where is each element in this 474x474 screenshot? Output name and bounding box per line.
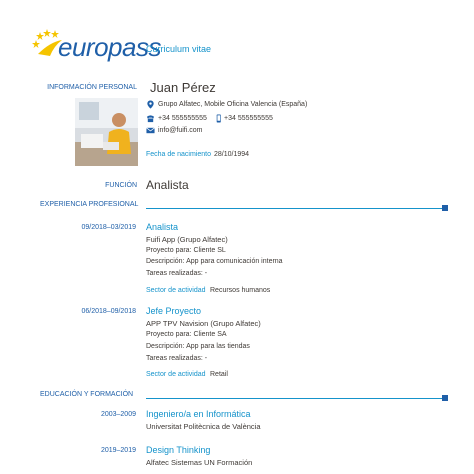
sector-label: Sector de actividad [146, 371, 206, 378]
email-link[interactable]: info@fuifi.com [158, 127, 203, 134]
experience-dates: 09/2018–03/2019 [81, 224, 136, 231]
experience-dates: 06/2018–09/2018 [81, 308, 136, 315]
section-experience: EXPERIENCIA PROFESIONAL [40, 201, 139, 208]
experience-detail: Tareas realizadas: - [146, 355, 208, 362]
experience-detail: Proyecto para: Cliente SA [146, 331, 227, 338]
phone-text: +34 555555555 [158, 115, 207, 122]
section-education: EDUCACIÓN Y FORMACIÓN [40, 391, 134, 398]
section-rule [146, 208, 442, 209]
mobile-text: +34 555555555 [224, 115, 273, 122]
section-marker [442, 205, 448, 211]
mobile-phone-icon [214, 114, 223, 123]
birth-date-label: Fecha de nacimiento [146, 151, 211, 158]
education-dates: 2019–2019 [100, 447, 136, 454]
experience-title: Analista [146, 222, 179, 232]
education-dates: 2003–2009 [100, 411, 136, 418]
section-marker [442, 395, 448, 401]
profile-photo [75, 98, 138, 166]
education-org: Alfatec Sistemas UN Formación [146, 458, 253, 467]
education-org: Universitat Politècnica de València [146, 422, 261, 431]
birth-date-value: 28/10/1994 [214, 151, 250, 158]
phone-icon [146, 114, 155, 123]
education-title: Design Thinking [146, 445, 211, 455]
sector-value: Recursos humanos [210, 287, 271, 294]
experience-detail: Descripción: App para las tiendas [146, 343, 250, 350]
email-icon [146, 126, 155, 135]
experience-company: APP TPV Navision (Grupo Alfatec) [146, 319, 261, 328]
cv-label: Curriculum vitae [146, 44, 212, 54]
experience-company: Fuifi App (Grupo Alfatec) [146, 235, 228, 244]
function-value: Analista [146, 178, 189, 192]
experience-title: Jefe Proyecto [146, 306, 202, 316]
sector-label: Sector de actividad [146, 287, 206, 294]
person-name: Juan Pérez [150, 80, 216, 95]
address-text: Grupo Alfatec, Mobile Oficina Valencia (España) [158, 101, 308, 108]
logo-text: europass [58, 32, 161, 62]
location-icon [146, 100, 155, 109]
experience-detail: Tareas realizadas: - [146, 270, 208, 277]
experience-detail: Descripción: App para comunicación interna [146, 258, 283, 265]
experience-detail: Proyecto para: Cliente SL [146, 247, 226, 254]
function-label: FUNCIÓN [105, 182, 137, 189]
sector-value: Retail [210, 371, 228, 378]
section-personal-info: INFORMACIÓN PERSONAL [47, 84, 137, 91]
education-title: Ingeniero/a en Informática [146, 409, 251, 419]
section-rule [146, 398, 442, 399]
europass-logo [32, 28, 161, 62]
